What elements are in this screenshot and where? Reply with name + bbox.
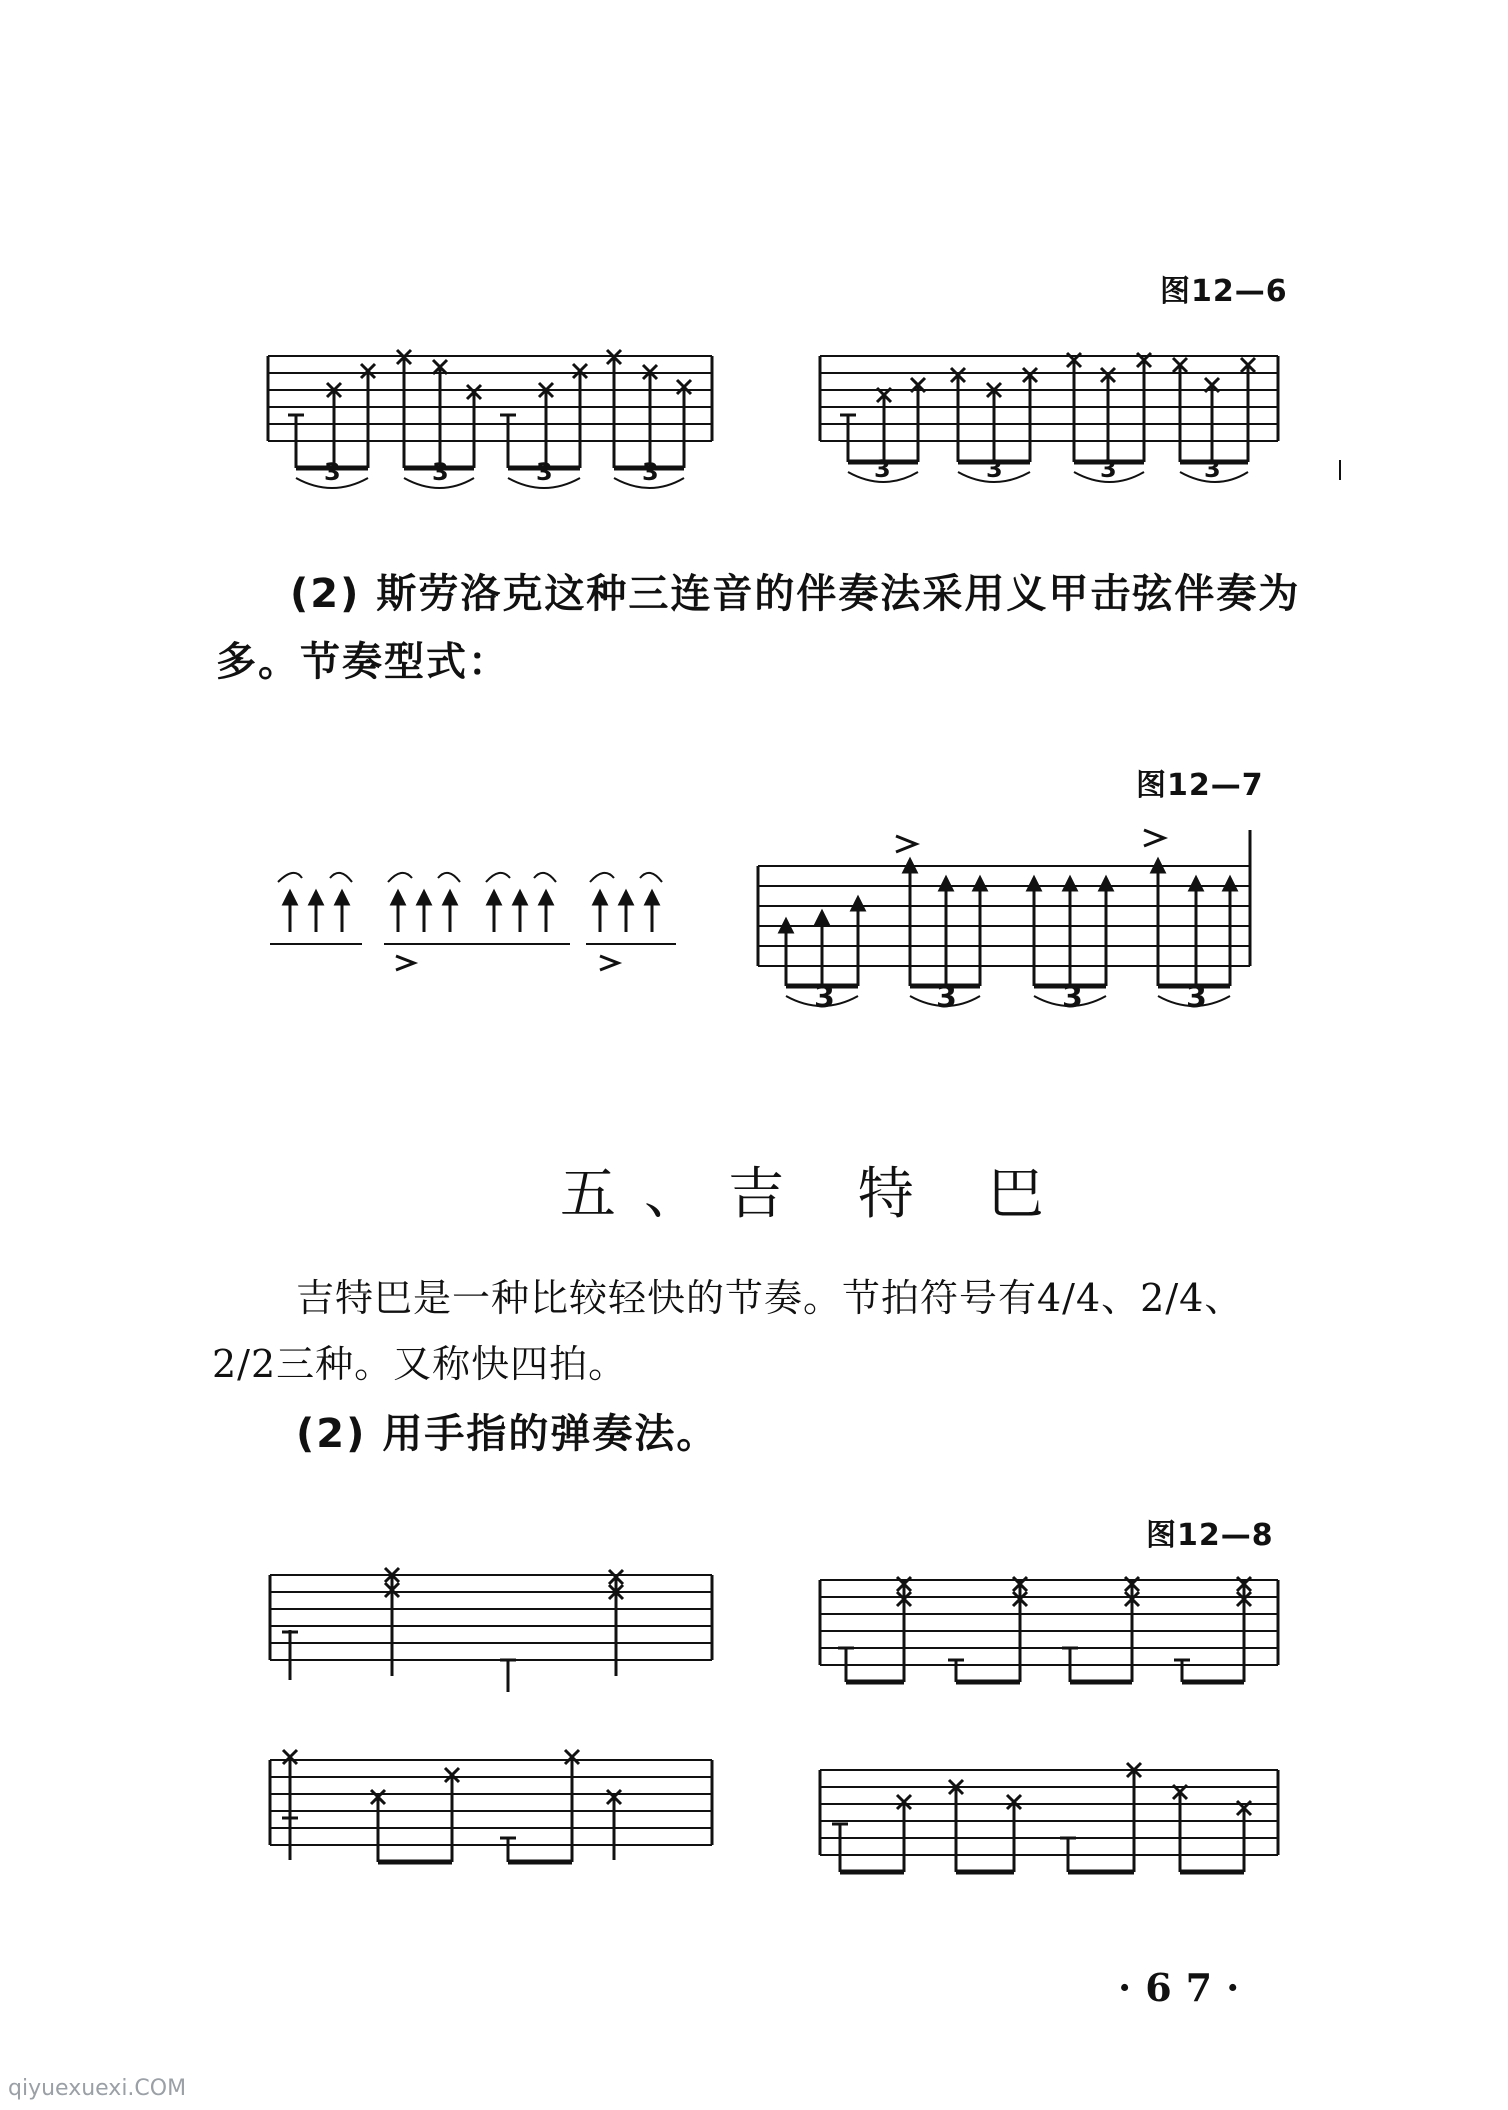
triplet-number: 3 [1204,455,1222,483]
site-watermark: qiyuexuexi.COM [8,2076,187,2101]
triplet-number: 3 [536,458,554,486]
triplet-number: 3 [642,458,660,486]
section-heading: 五、吉 特 巴 [560,1162,1072,1227]
page-number-value: 67 [1145,1965,1227,2010]
paragraph-1-line-2: 多。节奏型式： [216,639,510,685]
paragraph-2-line-3: (2) 用手指的弹奏法。 [296,1411,719,1457]
triplet-number: 3 [1062,980,1084,1015]
triplet-number: 3 [1100,455,1118,483]
bullet-dot: · [1226,1965,1254,2010]
paragraph-2-line-1: 吉特巴是一种比较轻快的节奏。节拍符号有4/4、2/4、 [296,1276,1244,1320]
triplet-number: 3 [432,458,450,486]
figure-label-12-6: 图12—6 [1160,274,1288,309]
triplet-number: 3 [1186,980,1208,1015]
paragraph-1-line-1: (2) 斯劳洛克这种三连音的伴奏法采用义甲击弦伴奏为 [290,571,1301,617]
page-number [1118,1965,1253,2010]
figure-label-12-7: 图12—7 [1136,768,1264,803]
bullet-dot: · [1118,1965,1146,2010]
triplet-number: 3 [324,458,342,486]
paragraph-2-line-2: 2/2三种。又称快四拍。 [212,1342,628,1386]
triplet-number: 3 [986,455,1004,483]
triplet-number: 3 [874,455,892,483]
triplet-number: 3 [814,980,836,1015]
figure-label-12-8: 图12—8 [1146,1518,1274,1553]
triplet-number: 3 [936,980,958,1015]
